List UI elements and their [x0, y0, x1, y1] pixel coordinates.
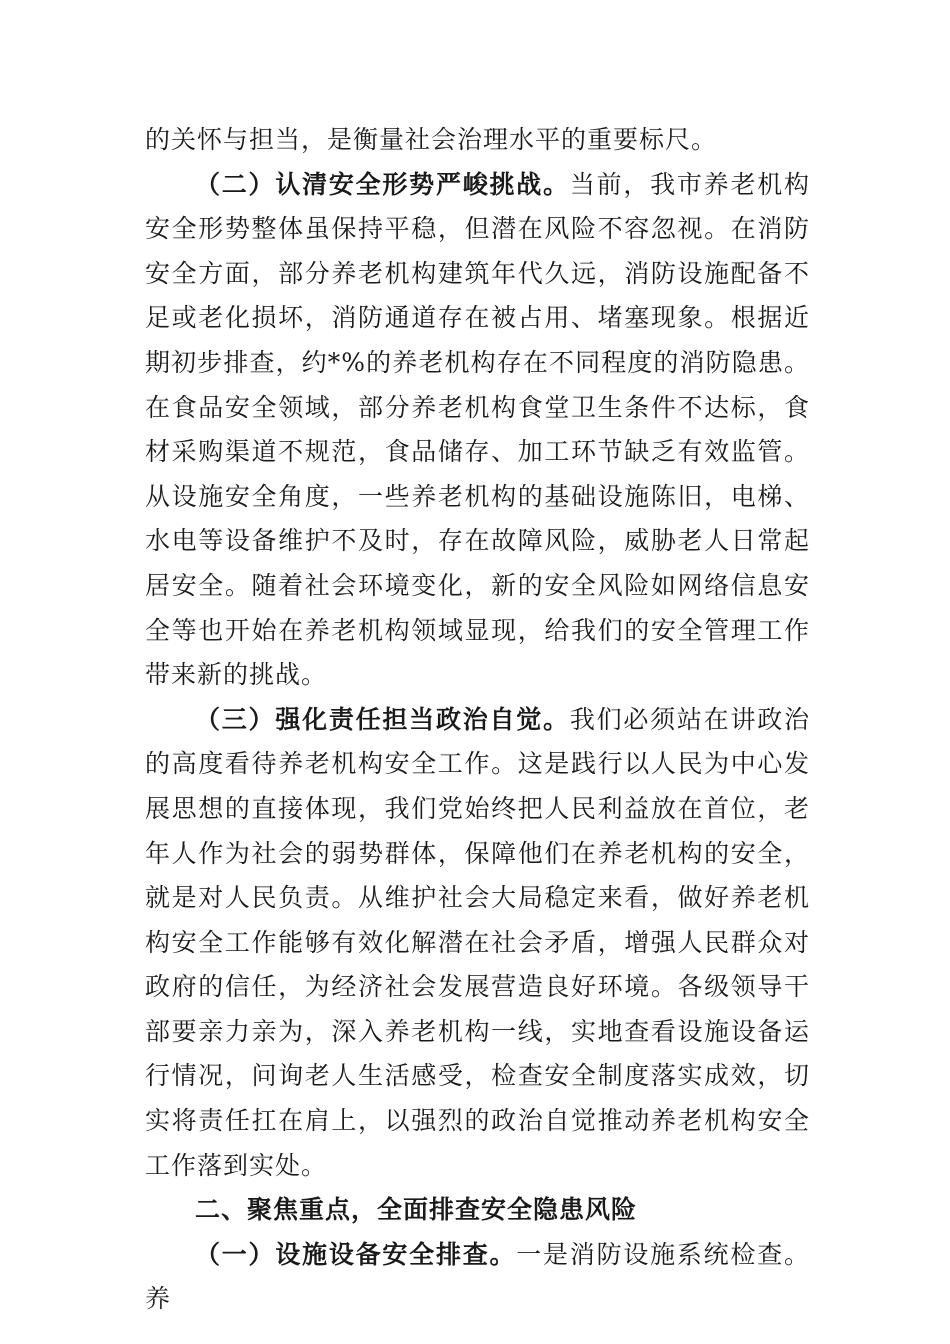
paragraph-text: 当前，我市养老机构安全形势整体虽保持平稳，但潜在风险不容忽视。在消防安全方面，部分养老机构建筑年代久远，消防设施配备不足或老化损坏，消防通道存在被占用、堵塞现象。根据近期初步排查，约*%的养老机构存在不同程度的消防隐患。在食品安全领域，部分养老机构食堂卫生条件不达标，食材采购渠道不规范，食品储存、加工环节缺乏有效监管。从设施安全角度，一些养老机构的基础设施陈旧，电梯、水电等设备维护不及时，存在故障风险，威胁老人日常起居安全。随着社会环境变化，新的安全风险如网络信息安全等也开始在养老机构领域显现，给我们的安全管理工作带来新的挑战。 [145, 169, 810, 690]
paragraph-text: 一是消防设施系统检查。养 [145, 1239, 810, 1314]
paragraph-text: 我们必须站在讲政治的高度看待养老机构安全工作。这是践行以人民为中心发展思想的直接体现，我们党始终把人民利益放在首位，老年人作为社会的弱势群体，保障他们在养老机构的安全，就是对人民负责。从维护社会大局稳定来看，做好养老机构安全工作能够有效化解潜在社会矛盾，增强人民群众对政府的信任，为经济社会发展营造良好环境。各级领导干部要亲力亲为，深入养老机构一线，实地查看设施设备运行情况，问询老人生活感受，检查安全制度落实成效，切实将责任扛在肩上，以强烈的政治自觉推动养老机构安全工作落到实处。 [145, 704, 810, 1180]
document-body [145, 118, 810, 1322]
paragraph-lead: （一）设施设备安全排查。 [195, 1239, 517, 1269]
paragraph-political-responsibility [145, 698, 810, 1189]
paragraph-facility-inspection [145, 1233, 810, 1322]
paragraph-security-situation [145, 163, 810, 698]
paragraph-continuation: 的关怀与担当，是衡量社会治理水平的重要标尺。 [145, 125, 718, 154]
paragraph-lead: （二）认清安全形势严峻挑战。 [195, 169, 570, 199]
paragraph-lead: （三）强化责任担当政治自觉。 [195, 704, 570, 734]
section-heading: 二、聚焦重点，全面排查安全隐患风险 [195, 1195, 638, 1225]
